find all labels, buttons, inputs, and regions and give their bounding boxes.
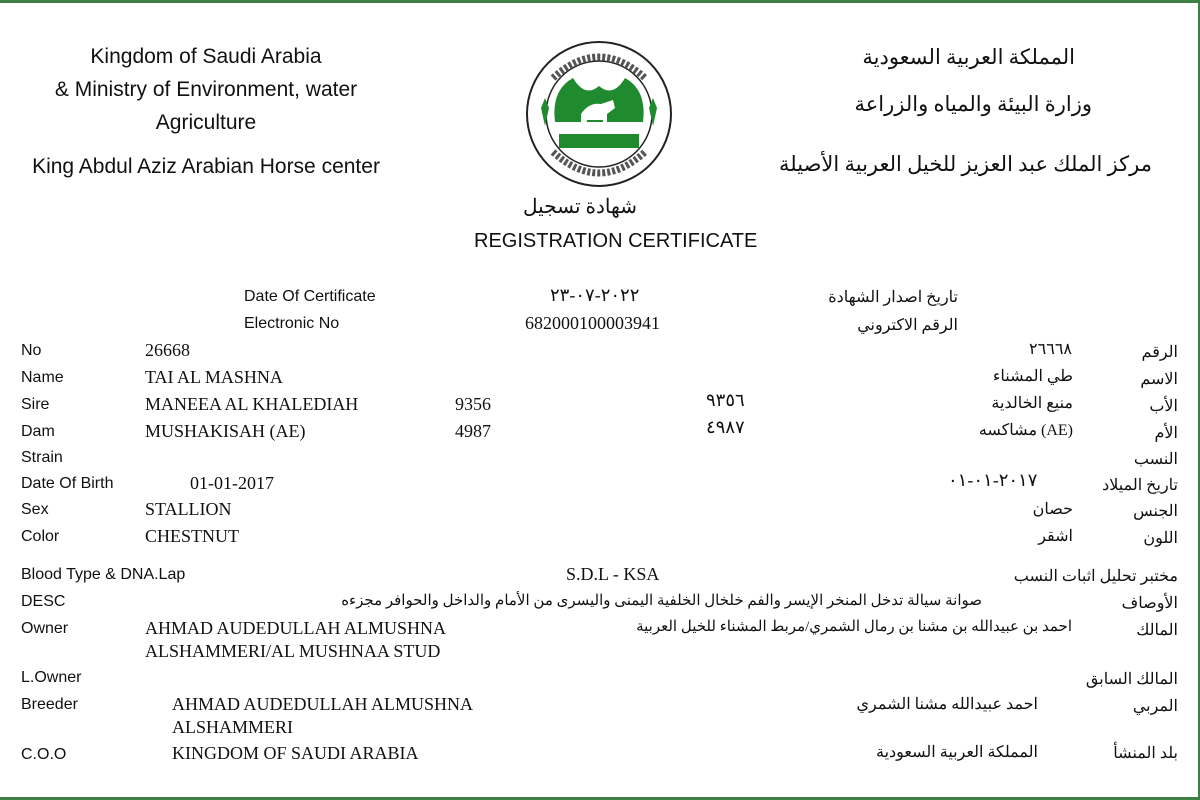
name-value: TAI AL MASHNA [145,367,283,387]
dam-number: 4987 [455,421,491,441]
dam-value: MUSHAKISAH (AE) [145,421,306,441]
owner-value-line2: ALSHAMMERI/AL MUSHNAA STUD [145,641,441,661]
owner-label: Owner [21,620,69,637]
sire-number: 9356 [455,394,491,414]
header-en-line3: Agriculture [155,111,257,134]
header-ar-line3: مركز الملك عبد العزيز للخيل العربية الأصيلة [779,152,1152,176]
date-of-certificate-value: ٢٠٢٢-٠٧-٢٣ [550,285,640,305]
breeder-label: Breeder [21,696,78,713]
desc-label-ar: الأوصاف [1121,595,1178,612]
color-value-ar: اشقر [1038,528,1073,545]
no-label: No [21,342,42,359]
blood-type-label: Blood Type & DNA.Lap [21,566,186,583]
name-label: Name [21,369,64,386]
dob-label: Date Of Birth [21,475,114,492]
owner-value-ar: احمد بن عبيدالله بن مشنا بن رمال الشمري/مربط المشناء للخيل العربية [636,619,1072,635]
no-label-ar: الرقم [1141,344,1178,361]
no-value-ar: ٢٦٦٦٨ [1029,341,1072,358]
dam-label: Dam [21,423,55,440]
dob-value-ar: ٢٠١٧-٠١-٠١ [948,470,1038,490]
owner-label-ar: المالك [1136,622,1178,639]
coo-value: KINGDOM OF SAUDI ARABIA [172,743,419,763]
no-value: 26668 [145,340,190,360]
strain-label-ar: النسب [1133,451,1178,468]
header-en-line4: King Abdul Aziz Arabian Horse center [32,155,380,178]
breeder-value-line2: ALSHAMMERI [172,717,294,737]
header-en-line2: & Ministry of Environment, water [54,78,358,101]
sex-label-ar: الجنس [1133,503,1178,520]
strain-label: Strain [21,449,63,466]
electronic-no-label-ar: الرقم الاكتروني [857,317,958,334]
breeder-value-ar: احمد عبيدالله مشنا الشمري [856,696,1038,713]
dob-label-ar: تاريخ الميلاد [1102,477,1178,494]
dam-label-ar: الأم [1154,425,1178,442]
header-ar-line2: وزارة البيئة والمياه والزراعة [854,92,1092,116]
electronic-no-label: Electronic No [244,315,340,332]
color-value: CHESTNUT [145,526,239,546]
coo-label-ar: بلد المنشأ [1113,745,1178,762]
color-label-ar: اللون [1143,530,1178,547]
title-en: REGISTRATION CERTIFICATE [474,230,758,252]
lowner-label-ar: المالك السابق [1085,671,1178,688]
dam-number-ar: ٤٩٨٧ [706,417,745,437]
sire-value-ar: منيع الخالدية [991,395,1073,412]
sire-label-ar: الأب [1149,398,1178,415]
sire-number-ar: ٩٣٥٦ [706,390,745,410]
lowner-label: L.Owner [21,669,82,686]
title-ar: شهادة تسجيل [523,196,637,218]
center-emblem-logo [523,38,675,190]
name-value-ar: طي المشناء [992,368,1073,385]
sire-label: Sire [21,396,50,413]
breeder-label-ar: المربي [1132,698,1178,715]
sex-label: Sex [21,501,49,518]
sex-value: STALLION [145,499,232,519]
owner-value-line1: AHMAD AUDEDULLAH ALMUSHNA [145,618,446,638]
coo-value-ar: المملكة العربية السعودية [876,744,1038,761]
header-ar-line1: المملكة العربية السعودية [862,45,1075,69]
color-label: Color [21,528,60,545]
desc-label: DESC [21,593,66,610]
name-label-ar: الاسم [1140,371,1178,388]
date-of-certificate-label: Date Of Certificate [244,288,376,305]
dam-value-ar: (AE) مشاكسه [978,422,1073,439]
electronic-no-value: 682000100003941 [525,313,660,333]
breeder-value-line1: AHMAD AUDEDULLAH ALMUSHNA [172,694,473,714]
header-en-line1: Kingdom of Saudi Arabia [90,45,322,68]
sire-value: MANEEA AL KHALEDIAH [145,394,359,414]
sex-value-ar: حصان [1032,501,1073,518]
desc-value-ar: صوانة سيالة تدخل المنخر الإيسر والفم خلخال الخلفية اليمنى واليسرى من الأمام والداخل والحوافر مجزءه [341,593,982,609]
date-of-certificate-label-ar: تاريخ اصدار الشهادة [828,289,958,306]
dob-value: 01-01-2017 [190,473,274,493]
blood-type-label-ar: مختبر تحليل اثبات النسب [1013,568,1178,585]
blood-type-value: S.D.L - KSA [566,564,660,584]
coo-label: C.O.O [21,746,67,763]
